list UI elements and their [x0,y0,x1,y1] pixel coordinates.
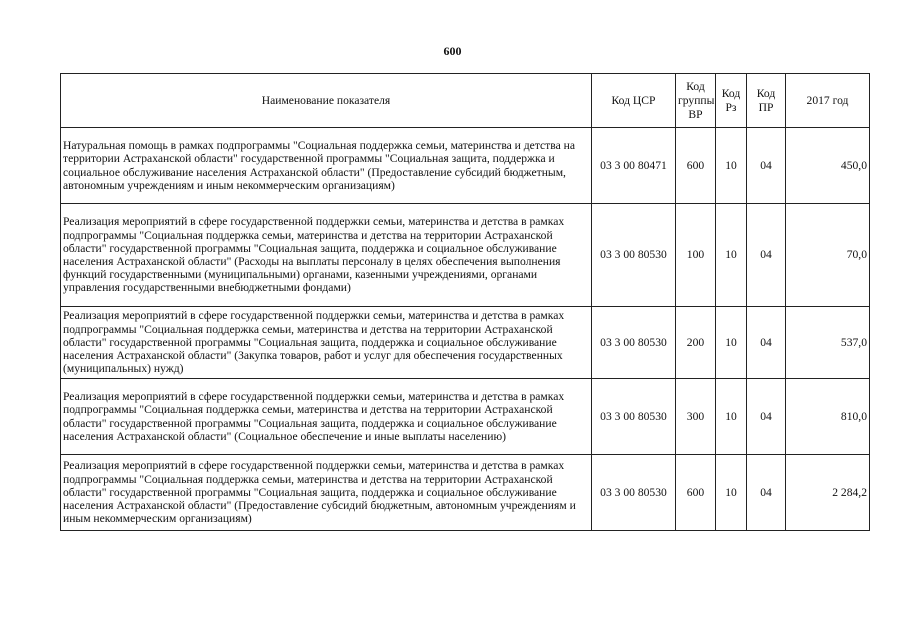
row-csr: 03 3 00 80530 [592,379,676,455]
row-rz: 10 [716,128,747,204]
row-csr: 03 3 00 80530 [592,204,676,307]
header-vr: Код группы ВР [676,74,716,128]
table-row [61,128,870,204]
row-name: Реализация мероприятий в сфере государственной поддержки семьи, материнства и детства в рамках подпрограммы "Социальная поддержка семьи, материнства и детства на территории Астраханской области" государственной программы "Социальная защита, поддержка и социальное обслуживание населения Астраханской области" (Закупка товаров, работ и услуг для обеспечения государственных (муниципальных) нужд) [61,307,592,379]
row-csr: 03 3 00 80530 [592,455,676,531]
row-rz: 10 [716,455,747,531]
row-name: Натуральная помощь в рамках подпрограммы "Социальная поддержка семьи, материнства и детства на территории Астраханской области" государственной программы "Социальная защита, поддержка и социальное обслуживание населения Астраханской области" (Предоставление субсидий бюджетным, автономным учреждениям и иным некоммерческим организациям) [61,128,592,204]
row-pr: 04 [747,379,786,455]
row-pr: 04 [747,455,786,531]
row-name: Реализация мероприятий в сфере государственной поддержки семьи, материнства и детства в рамках подпрограммы "Социальная поддержка семьи, материнства и детства на территории Астраханской области" государственной программы "Социальная защита, поддержка и социальное обслуживание населения Астраханской области" (Предоставление субсидий бюджетным, автономным учреждениям и иным некоммерческим организациям) [61,455,592,531]
header-rz: Код Рз [716,74,747,128]
row-csr: 03 3 00 80471 [592,128,676,204]
row-rz: 10 [716,204,747,307]
row-pr: 04 [747,307,786,379]
row-vr: 600 [676,455,716,531]
page-number: 600 [443,44,462,58]
row-name: Реализация мероприятий в сфере государственной поддержки семьи, материнства и детства в рамках подпрограммы "Социальная поддержка семьи, материнства и детства на территории Астраханской области" государственной программы "Социальная защита, поддержка и социальное обслуживание населения Астраханской области" (Расходы на выплаты персоналу в целях обеспечения выполнения функций государственными (муниципальными) органами, казенными учреждениями, органами управления государственными внебюджетными фондами) [61,204,592,307]
row-vr: 200 [676,307,716,379]
header-year: 2017 год [786,74,870,128]
row-vr: 100 [676,204,716,307]
table-row [61,307,870,379]
row-csr: 03 3 00 80530 [592,307,676,379]
row-amount: 2 284,2 [786,455,870,531]
row-name: Реализация мероприятий в сфере государственной поддержки семьи, материнства и детства в рамках подпрограммы "Социальная поддержка семьи, материнства и детства на территории Астраханской области" государственной программы "Социальная защита, поддержка и социальное обслуживание населения Астраханской области" (Социальное обеспечение и иные выплаты населению) [61,379,592,455]
table-row [61,379,870,455]
header-name: Наименование показателя [61,74,592,128]
table-row [61,204,870,307]
row-amount: 450,0 [786,128,870,204]
row-vr: 600 [676,128,716,204]
table-row [61,455,870,531]
header-csr: Код ЦСР [592,74,676,128]
row-amount: 537,0 [786,307,870,379]
row-pr: 04 [747,128,786,204]
row-vr: 300 [676,379,716,455]
table-header-row [61,74,870,128]
row-pr: 04 [747,204,786,307]
row-rz: 10 [716,379,747,455]
row-amount: 70,0 [786,204,870,307]
row-rz: 10 [716,307,747,379]
budget-table [60,73,870,531]
row-amount: 810,0 [786,379,870,455]
header-pr: Код ПР [747,74,786,128]
